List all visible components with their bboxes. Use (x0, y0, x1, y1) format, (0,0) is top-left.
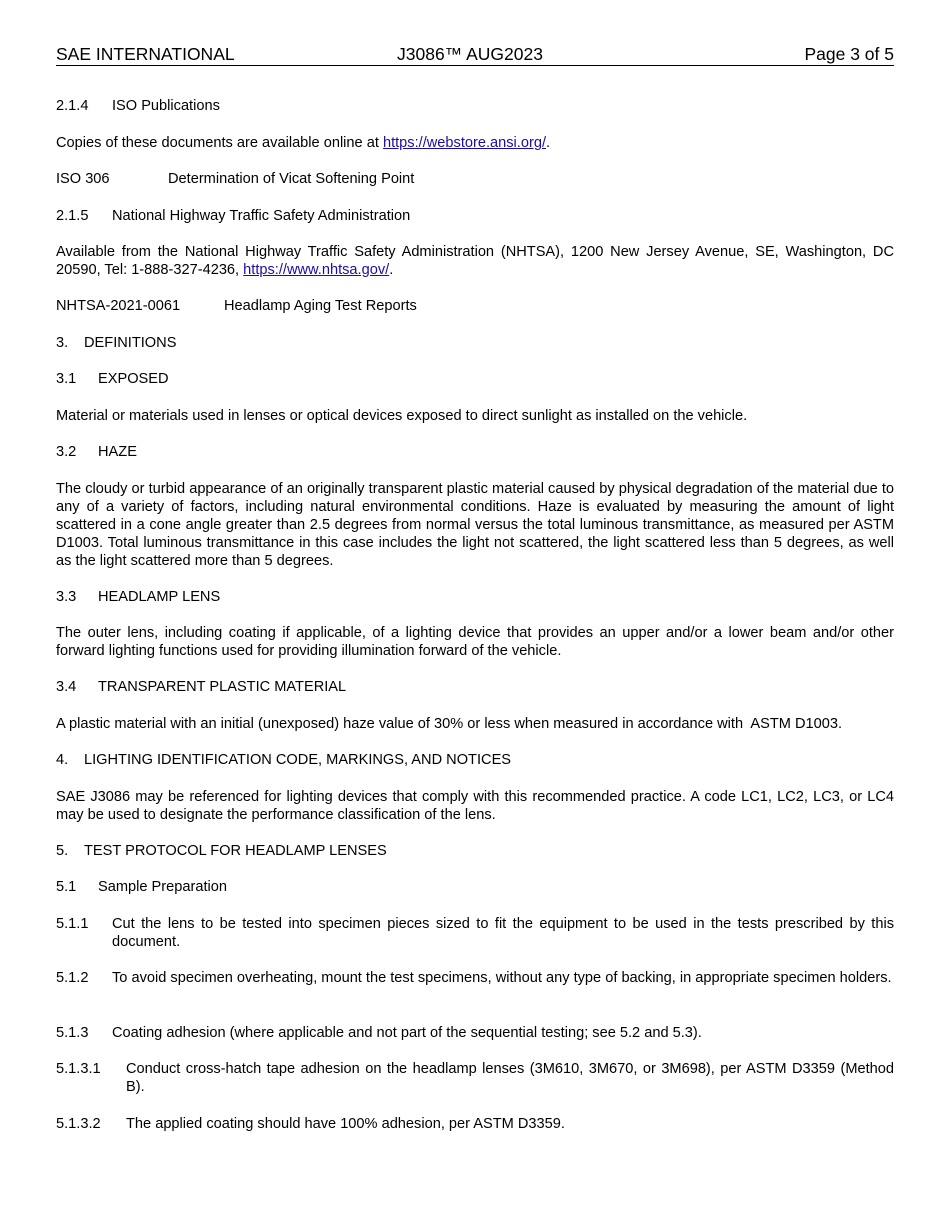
header-doc-id: J3086™ AUG2023 (397, 44, 543, 64)
section-number: 3.1 (56, 371, 77, 387)
section-title: HEADLAMP LENS (98, 589, 221, 605)
section-number: 3. (56, 335, 69, 351)
section-number: 5. (56, 843, 69, 859)
ansi-webstore-link[interactable]: https://webstore.ansi.org/ (382, 135, 546, 151)
section-number: 5.1.3 (56, 1025, 89, 1041)
section-title: Sample Preparation (98, 879, 227, 895)
section-number: 3.4 (56, 679, 77, 695)
section-title: HAZE (98, 444, 137, 460)
section-number: 5.1.2 (56, 970, 89, 986)
nhtsa-link[interactable]: https://www.nhtsa.gov/ (243, 262, 390, 278)
punctuation: . (546, 135, 551, 151)
section-number: 3.3 (56, 589, 77, 605)
section-5-1-1 (56, 915, 894, 951)
paragraph-text: Copies of these documents are available online at (56, 135, 383, 151)
section-title: TEST PROTOCOL FOR HEADLAMP LENSES (84, 843, 387, 859)
header-page-number: Page 3 of 5 (804, 44, 894, 64)
section-number: 5.1.1 (56, 916, 89, 932)
section-number: 2.1.4 (56, 98, 89, 114)
section-title: National Highway Traffic Safety Administration (112, 208, 411, 224)
section-5-1-2 (56, 969, 894, 987)
paragraph-text: Available from the National Highway Traffic Safety Administration (NHTSA), 1200 New Jersey Avenue, SE, Washington, DC 20590, Tel: 1-888-327-4236, (56, 244, 894, 278)
section-number: 2.1.5 (56, 208, 89, 224)
header-org: SAE INTERNATIONAL (56, 44, 235, 64)
section-number: 5.1.3.1 (56, 1061, 101, 1077)
punctuation: . (389, 262, 394, 278)
section-number: 4. (56, 752, 69, 768)
section-text: The applied coating should have 100% adhesion, per ASTM D3359. (126, 1116, 565, 1132)
section-3-1-text: Material or materials used in lenses or optical devices exposed to direct sunlight as installed on the vehicle. (56, 408, 748, 424)
reference-code: ISO 306 (56, 171, 110, 187)
section-3-4-text: A plastic material with an initial (unexposed) haze value of 30% or less when measured in accordance with ASTM D1003. (56, 716, 843, 732)
nhtsa-availability-paragraph (56, 243, 894, 279)
reference-title: Headlamp Aging Test Reports (224, 298, 417, 314)
section-number: 5.1 (56, 879, 77, 895)
section-title: ISO Publications (112, 98, 220, 114)
reference-code: NHTSA-2021-0061 (56, 298, 181, 314)
section-text: To avoid specimen overheating, mount the test specimens, without any type of backing, in appropriate specimen holders. (112, 970, 892, 986)
section-3-2-text: The cloudy or turbid appearance of an originally transparent plastic material caused by physical degradation of the material due to any of a variety of factors, including natural environmental conditions. Haze is evaluated by measuring the amount of light scattered in a cone angle greater than 2.5 degrees from normal versus the total luminous transmittance, as measured per ASTM D1003. Total luminous transmittance in this case includes the light not scattered, the light scattered less than 5 degrees, as well as the light scattered more than 5 degrees. (56, 481, 894, 569)
section-title: LIGHTING IDENTIFICATION CODE, MARKINGS, AND NOTICES (84, 752, 512, 768)
section-text: Conduct cross-hatch tape adhesion on the headlamp lenses (3M610, 3M670, or 3M698), per ASTM D3359 (Method B). (126, 1061, 894, 1095)
section-text: Cut the lens to be tested into specimen pieces sized to fit the equipment to be used in the tests prescribed by this document. (112, 916, 894, 950)
iso-copies-paragraph (56, 134, 894, 152)
section-title: DEFINITIONS (84, 335, 177, 351)
section-number: 5.1.3.2 (56, 1116, 101, 1132)
page-header (56, 44, 894, 66)
section-4-text: SAE J3086 may be referenced for lighting devices that comply with this recommended practice. A code LC1, LC2, LC3, or LC4 may be used to designate the performance classification of the lens. (56, 789, 894, 823)
section-title: TRANSPARENT PLASTIC MATERIAL (98, 679, 347, 695)
section-5-1-3-1 (56, 1060, 894, 1096)
section-5-1-3-2 (56, 1115, 894, 1133)
section-title: EXPOSED (98, 371, 169, 387)
section-3-3-text: The outer lens, including coating if applicable, of a lighting device that provides an upper and/or a lower beam and/or other forward lighting functions used for providing illumination forward of the vehicle. (56, 625, 894, 659)
section-number: 3.2 (56, 444, 77, 460)
section-text: Coating adhesion (where applicable and not part of the sequential testing; see 5.2 and 5.3). (112, 1025, 702, 1041)
section-5-1-3 (56, 1024, 894, 1042)
reference-title: Determination of Vicat Softening Point (168, 171, 415, 187)
